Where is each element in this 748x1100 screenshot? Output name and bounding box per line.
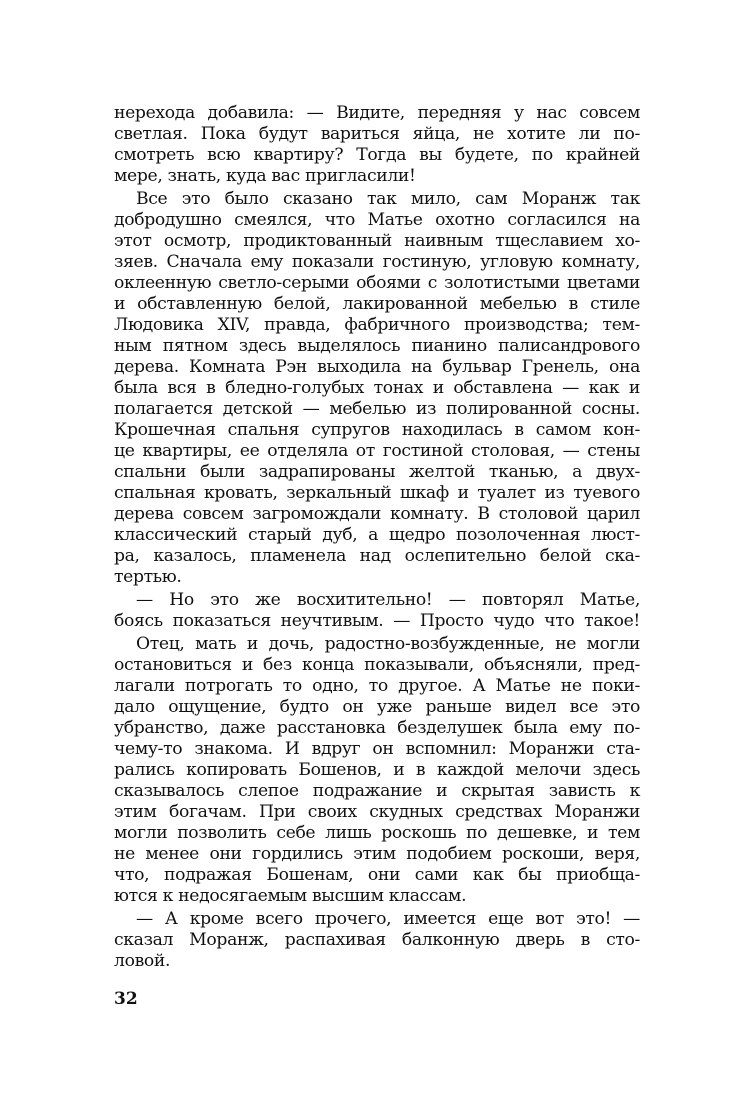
text-line: остановиться и без конца показывали, объясняли, пред- bbox=[114, 655, 640, 675]
page-number: 32 bbox=[114, 989, 138, 1009]
text-line: рались копировать Бошенов, и в каждой мелочи здесь bbox=[114, 760, 640, 780]
text-line: сказал Моранж, распахивая балконную дверь в сто- bbox=[114, 930, 640, 950]
text-line: не менее они гордились этим подобием роскоши, веря, bbox=[114, 844, 640, 864]
text-line: ются к недосягаемым высшим классам. bbox=[114, 886, 467, 906]
text-line: добродушно смеялся, что Матье охотно согласился на bbox=[114, 210, 640, 230]
text-line: полагается детской — мебелью из полированной сосны. bbox=[114, 399, 640, 419]
text-line: боясь показаться неучтивым. — Просто чудо что такое! bbox=[114, 611, 640, 631]
text-line: этот осмотр, продиктованный наивным тщеславием хо- bbox=[114, 231, 640, 251]
text-line: Отец, мать и дочь, радостно-возбужденные, не могли bbox=[136, 634, 640, 654]
text-line: Крошечная спальня супругов находилась в самом кон- bbox=[114, 420, 640, 440]
text-line: — А кроме всего прочего, имеется еще вот это! — bbox=[136, 909, 640, 929]
text-line: нерехода добавила: — Видите, передняя у нас совсем bbox=[114, 103, 640, 123]
paragraph bbox=[114, 189, 640, 588]
text-line: Людовика XIV, правда, фабричного производства; тем- bbox=[114, 315, 640, 335]
text-line: ным пятном здесь выделялось пианино палисандрового bbox=[114, 336, 640, 356]
paragraph bbox=[114, 590, 640, 632]
text-line: классический старый дуб, а щедро позолоченная люст- bbox=[114, 525, 640, 545]
text-line: чему-то знакома. И вдруг он вспомнил: Моранжи ста- bbox=[114, 739, 640, 759]
text-line: це квартиры, ее отделяла от гостиной столовая, — стены bbox=[114, 441, 640, 461]
text-line: Все это было сказано так мило, сам Моранж так bbox=[136, 189, 640, 209]
text-line: мере, знать, куда вас пригласили! bbox=[114, 166, 416, 186]
text-line: смотреть всю квартиру? Тогда вы будете, по крайней bbox=[114, 145, 640, 165]
text-line: зяев. Сначала ему показали гостиную, угловую комнату, bbox=[114, 252, 640, 272]
text-line: была вся в бледно-голубых тонах и обставлена — как и bbox=[114, 378, 640, 398]
text-line: спальни были задрапированы желтой тканью, а двух- bbox=[114, 462, 640, 482]
text-line: и обставленную белой, лакированной мебелью в стиле bbox=[114, 294, 640, 314]
text-line: светлая. Пока будут вариться яйца, не хотите ли по- bbox=[114, 124, 640, 144]
paragraph bbox=[114, 634, 640, 907]
text-line: что, подражая Бошенам, они сами как бы приобща- bbox=[114, 865, 640, 885]
text-line: спальная кровать, зеркальный шкаф и туалет из туевого bbox=[114, 483, 640, 503]
paragraph bbox=[114, 909, 640, 972]
text-line: сказывалось слепое подражание и скрытая зависть к bbox=[114, 781, 640, 801]
paragraph bbox=[114, 103, 640, 187]
text-line: убранство, даже расстановка безделушек была ему по- bbox=[114, 718, 640, 738]
text-line: дерева совсем загромождали комнату. В столовой царил bbox=[114, 504, 640, 524]
text-line: ловой. bbox=[114, 951, 171, 971]
text-line: могли позволить себе лишь роскошь по дешевке, и тем bbox=[114, 823, 640, 843]
text-line: оклеенную светло-серыми обоями с золотистыми цветами bbox=[114, 273, 640, 293]
page-body bbox=[114, 103, 640, 972]
text-line: дало ощущение, будто он уже раньше видел все это bbox=[114, 697, 640, 717]
text-line: лагали потрогать то одно, то другое. А Матье не поки- bbox=[114, 676, 640, 696]
text-line: тертью. bbox=[114, 567, 182, 587]
text-line: этим богачам. При своих скудных средствах Моранжи bbox=[114, 802, 640, 822]
text-line: дерева. Комната Рэн выходила на бульвар Гренель, она bbox=[114, 357, 640, 377]
text-line: ра, казалось, пламенела над ослепительно белой ска- bbox=[114, 546, 640, 566]
text-line: — Но это же восхитительно! — повторял Матье, bbox=[136, 590, 640, 610]
